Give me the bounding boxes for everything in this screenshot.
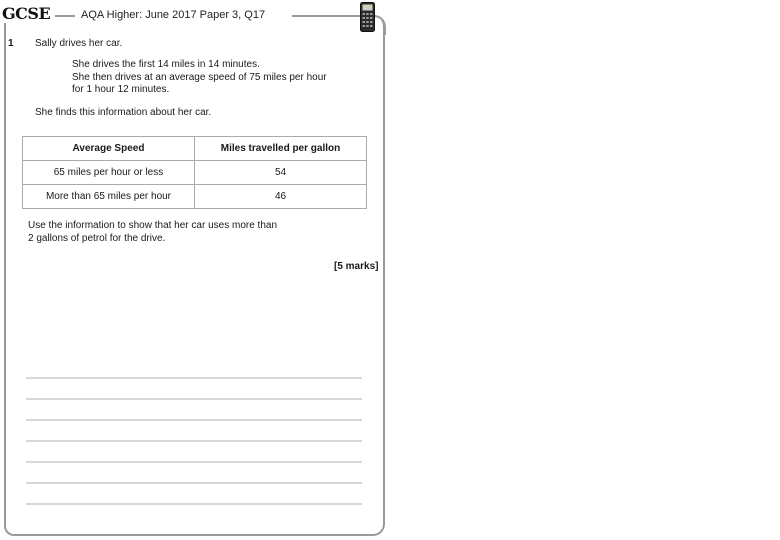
answer-line[interactable] [26, 377, 362, 379]
question-intro: Sally drives her car. [35, 38, 123, 49]
table-cell-mpg: 46 [195, 185, 367, 209]
info-line: She finds this information about her car. [35, 107, 212, 118]
table-row [23, 161, 367, 185]
task-line: Use the information to show that her car uses more than [28, 220, 278, 231]
calculator-icon [360, 2, 375, 32]
answer-line[interactable] [26, 503, 362, 505]
table-row [23, 185, 367, 209]
question-number: 1 [8, 38, 14, 49]
table-header-mpg: Miles travelled per gallon [195, 137, 367, 161]
answer-line[interactable] [26, 419, 362, 421]
detail-line: She drives the first 14 miles in 14 minutes. [72, 59, 260, 70]
answer-line[interactable] [26, 398, 362, 400]
answer-line[interactable] [26, 440, 362, 442]
paper-title: AQA Higher: June 2017 Paper 3, Q17 [79, 9, 269, 21]
table-header-row [23, 137, 367, 161]
answer-line[interactable] [26, 461, 362, 463]
table-header-speed: Average Speed [23, 137, 195, 161]
detail-line: for 1 hour 12 minutes. [72, 84, 170, 95]
task-line: 2 gallons of petrol for the drive. [28, 232, 166, 244]
answer-line[interactable] [26, 482, 362, 484]
table-cell-mpg: 54 [195, 161, 367, 185]
frame-top-left-rule [55, 15, 75, 17]
gcse-logo: GCSE [2, 4, 51, 23]
table-cell-speed: More than 65 miles per hour [23, 185, 195, 209]
question-task [28, 220, 277, 245]
marks-label: [5 marks] [334, 261, 379, 272]
car-info-table [22, 136, 367, 209]
question-details [72, 59, 327, 97]
detail-line: She then drives at an average speed of 75 miles per hour [72, 71, 327, 83]
table-cell-speed: 65 miles per hour or less [23, 161, 195, 185]
